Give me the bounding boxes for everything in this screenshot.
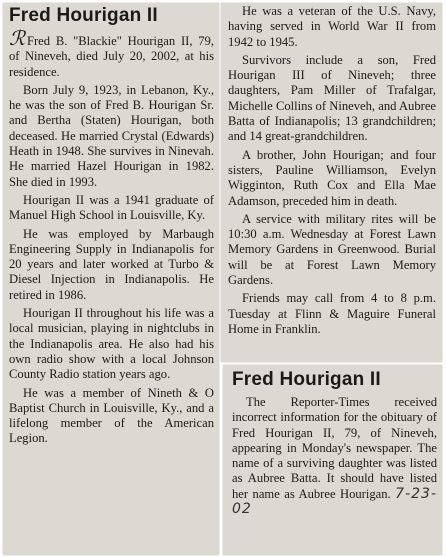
- correction-text: The Reporter-Times received incorrect information for the obituary of Fred Hourigan II, 79, of Nineveh, appearing in Monday's newspaper. The name of a surviving daughter was listed as Aubree Batta. It should have listed her name as Aubree Hourigan. 7-23-02: [232, 395, 437, 518]
- obituary-paragraph: Hourigan II throughout his life was a local musician, playing in nightclubs in the Indianapolis area. He also had his own radio show with a local Johnson County Radio station years ago.: [9, 306, 214, 382]
- obituary-paragraph: Born July 9, 1923, in Lebanon, Ky., he was the son of Fred B. Hourigan Sr. and Bertha (Staten) Hourigan, both deceased. He married Crystal (Edwards) Heath in 1948. She survives in Ninevah. He married Hazel Hourigan in 1982. She died in 1993.: [9, 82, 214, 189]
- obituary-paragraph: ℛ Fred B. "Blackie" Hourigan II, 79, of Nineveh, died July 20, 2002, at his residence.: [9, 26, 214, 79]
- obituary-left-column: [9, 4, 214, 447]
- correction-notice: [232, 368, 437, 517]
- obituary-paragraph: Survivors include a son, Fred Hourigan III of Nineveh; three daughters, Pam Miller of Trafalgar, Michelle Collins of Nineveh, and Aubree Batta of Indianapolis; 13 grandchildren; and 14 great-grandchildren.: [228, 52, 436, 144]
- handwritten-mark-icon: ℛ: [9, 26, 25, 50]
- obituary-headline: Fred Hourigan II: [9, 5, 158, 26]
- obituary-paragraph: He was a member of Nineth & O Baptist Church in Louisville, Ky., and a lifelong member of the American Legion.: [9, 385, 214, 446]
- obituary-paragraph: Friends may call from 4 to 8 p.m. Tuesday at Flinn & Maguire Funeral Home in Franklin.: [228, 291, 436, 336]
- obituary-paragraph: He was employed by Marbaugh Engineering Supply in Indianapolis for 20 years and later worked at Turbo & Diesel Injection in Indianapolis. He retired in 1986.: [9, 226, 214, 302]
- obituary-paragraph: A brother, John Hourigan; and four sisters, Pauline Williamson, Evelyn Wigginton, Ruth Cox and Ella Mae Adamson, preceded him in death.: [228, 147, 436, 208]
- obituary-paragraph: A service with military rites will be 10:30 a.m. Wednesday at Forest Lawn Memory Gardens in Greenwood. Burial will be at Forest Lawn Memory Gardens.: [228, 211, 436, 288]
- correction-headline: Fred Hourigan II: [232, 369, 381, 390]
- obituary-paragraph: Hourigan II was a 1941 graduate of Manuel High School in Louisville, Ky.: [9, 192, 214, 223]
- handwritten-date: 7-23-02: [232, 485, 437, 518]
- obituary-right-column: [228, 4, 436, 337]
- obituary-paragraph: He was a veteran of the U.S. Navy, having served in World War II from 1942 to 1945.: [228, 4, 436, 49]
